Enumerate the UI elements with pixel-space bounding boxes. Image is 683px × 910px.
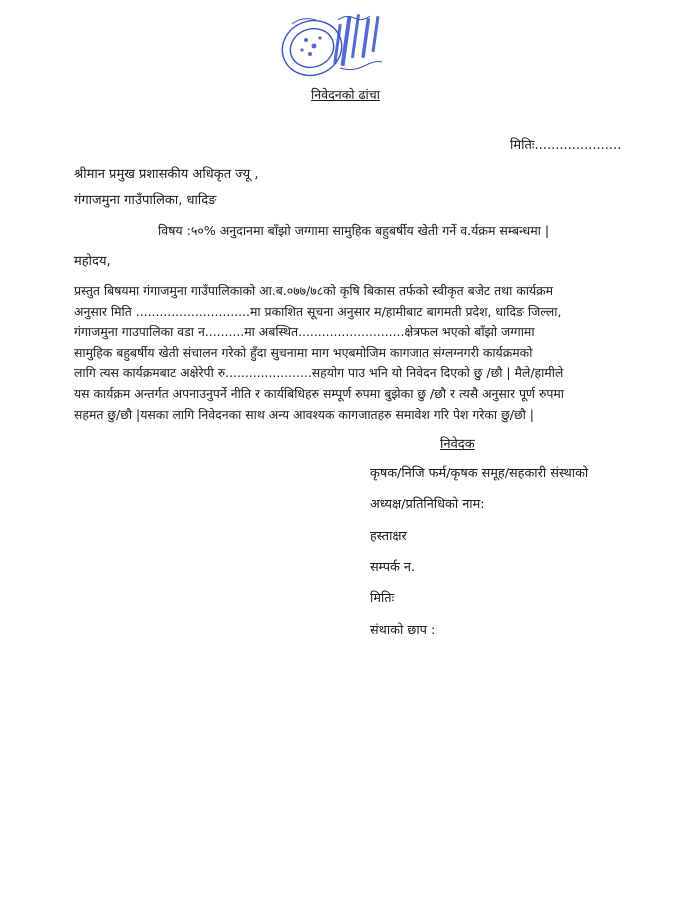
body-line: लागि त्यस कार्यक्रमबाट अक्षेरेपी रु......................सहयोग पाउ भनि यो निवेदन दिएको छु /छौ | मैले/हामीले xyxy=(74,365,564,381)
addressee-line-2: गंगाजमुना गाउँपालिका, धादिङ xyxy=(74,193,217,208)
representative-name-field: अध्यक्ष/प्रतिनिधिको नाम: xyxy=(370,497,485,512)
body-line: यस कार्यक्रम अन्तर्गत अपनाउनुपर्ने नीति र कार्यबिधिहरु सम्पूर्ण रुपमा बुझेका छु /छौ र त्यसै अनुसार पूर्ण रुपमा xyxy=(74,385,565,401)
subject-line: विषय :५०% अनुदानमा बाँझो जग्गामा सामुहिक बहुबर्षीय खेती गर्ने व.र्यक्रम सम्बन्धमा | xyxy=(158,223,550,238)
applicant-type-field: कृषक/निजि फर्म/कृषक समूह/सहकारी संस्थाको xyxy=(370,466,589,481)
addressee-line-1: श्रीमान प्रमुख प्रशासकीय अधिकृत ज्यू , xyxy=(74,167,259,182)
applicant-heading: निवेदक xyxy=(440,437,475,452)
date-field-label: मितिः..................... xyxy=(510,138,622,153)
body-line: अनुसार मिति .............................मा प्रकाशित सूचना अनुसार म/हामीबाट बागमती प्रदेश, धादिङ जिल्ला, xyxy=(74,303,562,319)
organization-seal-field: संथाको छाप : xyxy=(370,623,436,638)
body-line: गंगाजमुना गाउपालिका वडा न..........मा अबस्थित...........................क्षेत्रफल भएको बाँझो जग्गामा xyxy=(74,324,535,340)
signature-date-field: मितिः xyxy=(370,591,395,606)
contact-number-field: सम्पर्क न. xyxy=(370,560,416,575)
body-line: प्रस्तुत बिषयमा गंगाजमुना गाउँपालिकाको आ.ब.०७७/७८को कृषि बिकास तर्फको स्वीकृत बजेट तथा कार्यक्रम xyxy=(74,283,554,298)
office-stamp xyxy=(272,10,392,80)
signature-field: हस्ताक्षर xyxy=(370,529,407,544)
body-line: सहमत छु/छौ |यसका लागि निवेदनका साथ अन्य आवश्यक कागजातहरु समावेश गरि पेश गरेका छु/छौ | xyxy=(74,406,534,422)
form-title: निवेदनको ढांचा xyxy=(311,87,380,102)
salutation: महोदय, xyxy=(74,254,111,269)
body-line: सामुहिक बहुबर्षीय खेती संचालन गरेको हुँदा सुचनामा माग भएबमोजिम कागजात संग्लग्नगरी कार्यक्रमको xyxy=(74,344,533,360)
letter-body xyxy=(74,281,614,425)
